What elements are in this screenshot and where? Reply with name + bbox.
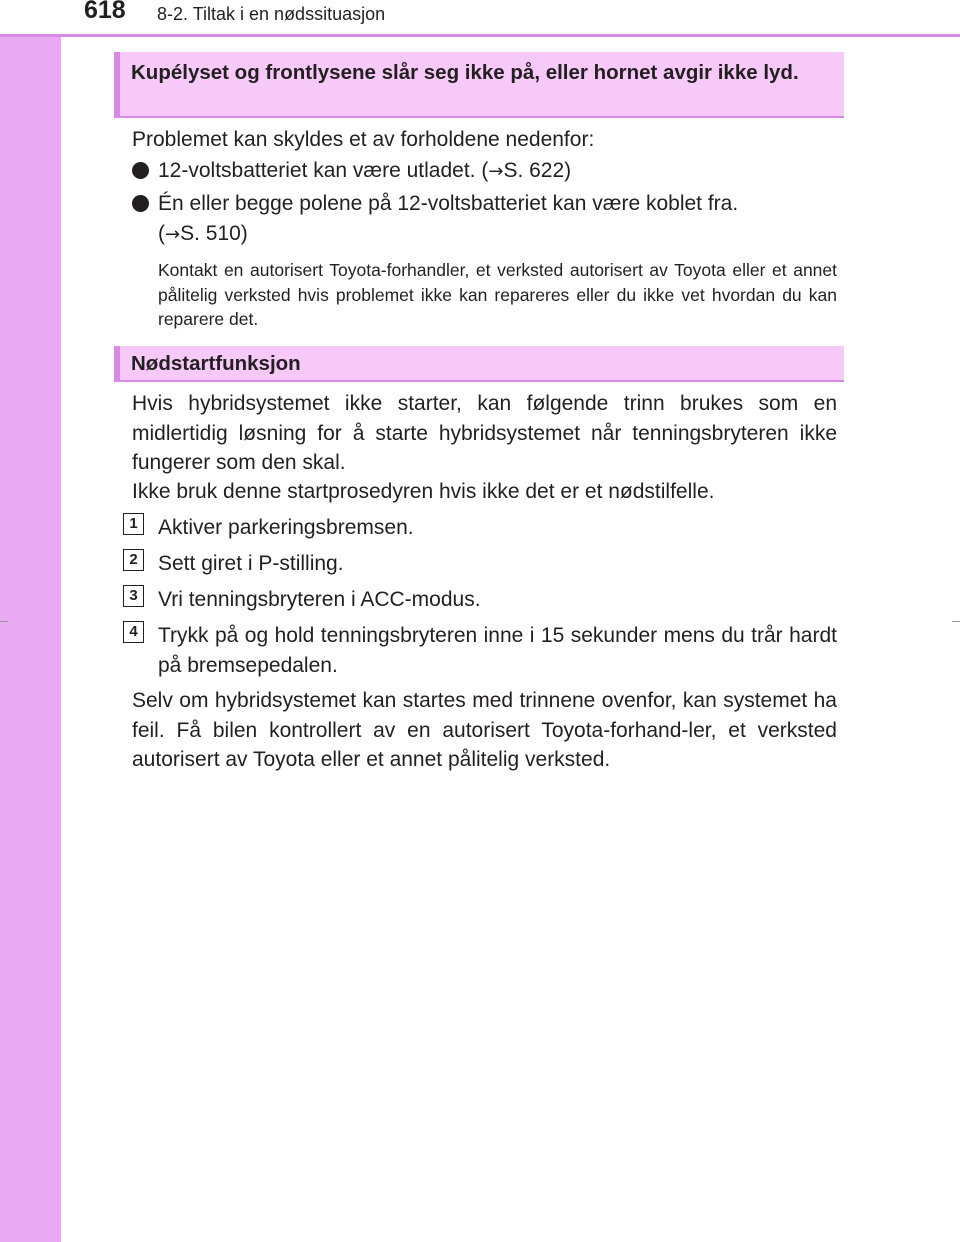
arrow-right-icon: → — [488, 161, 504, 182]
heading-interior-lights — [114, 52, 844, 118]
page-reference: S. 510) — [180, 221, 248, 245]
section2-warning: Ikke bruk denne startprosedyren hvis ikke det er et nødstilfelle. — [132, 480, 715, 503]
step-4-text: Trykk på og hold tenningsbryteren inne i 15 sekunder mens du trår hardt på bremsepedalen. — [158, 624, 837, 677]
section2-intro: Hvis hybridsystemet ikke starter, kan følgende trinn brukes som en midlertidig løsning for å starte hybridsystemet når tenningsbryteren ikke fungerer som den skal. — [132, 392, 837, 474]
page-reference: S. 622) — [503, 159, 572, 182]
page-number: 618 — [84, 0, 126, 24]
arrow-right-icon: → — [165, 223, 181, 245]
step-1-text: Aktiver parkeringsbremsen. — [158, 516, 414, 539]
bullet-icon — [132, 162, 149, 179]
bullet-paren: ( — [158, 221, 165, 245]
bullet-item-battery-discharged — [158, 156, 848, 187]
page-header — [0, 0, 960, 36]
bullet-text: 12-voltsbatteriet kan være utladet. ( — [158, 159, 489, 182]
step-number-1: 1 — [123, 513, 144, 535]
section2-closing: Selv om hybridsystemet kan startes med trinnene ovenfor, kan systemet ha feil. Få bilen kontrollert av en autorisert Toyota-forhand-ler, et verksted autorisert av Toyota eller et annet pålitelig verksted. — [132, 689, 837, 771]
section1-intro: Problemet kan skyldes et av forholdene nedenfor: — [132, 128, 595, 151]
heading-emergency-start-text: Nødstartfunksjon — [131, 352, 301, 375]
page-sidebar-tab — [0, 36, 61, 1242]
step-number-2: 2 — [123, 549, 144, 571]
step-3-text: Vri tenningsbryteren i ACC-modus. — [158, 588, 481, 611]
bullet-item-terminals-disconnected — [158, 189, 848, 249]
header-divider — [0, 34, 960, 37]
crop-mark-left — [0, 621, 8, 622]
bullet-icon — [132, 195, 149, 212]
heading-interior-lights-text: Kupélyset og frontlysene slår seg ikke på, eller hornet avgir ikke lyd. — [131, 61, 799, 84]
step-number-3: 3 — [123, 585, 144, 607]
heading-emergency-start — [114, 346, 844, 382]
section1-note: Kontakt en autorisert Toyota-forhandler, et verksted autorisert av Toyota eller et annet pålitelig verksted hvis problemet ikke kan repareres eller du ikke vet hvordan du kan reparere det. — [158, 260, 837, 329]
bullet-text: Én eller begge polene på 12-voltsbatteriet kan være koblet fra. — [158, 192, 739, 215]
section-title: 8-2. Tiltak i en nødssituasjon — [157, 4, 386, 24]
crop-mark-right — [952, 621, 960, 622]
step-number-4: 4 — [123, 621, 144, 643]
step-2-text: Sett giret i P-stilling. — [158, 552, 344, 575]
